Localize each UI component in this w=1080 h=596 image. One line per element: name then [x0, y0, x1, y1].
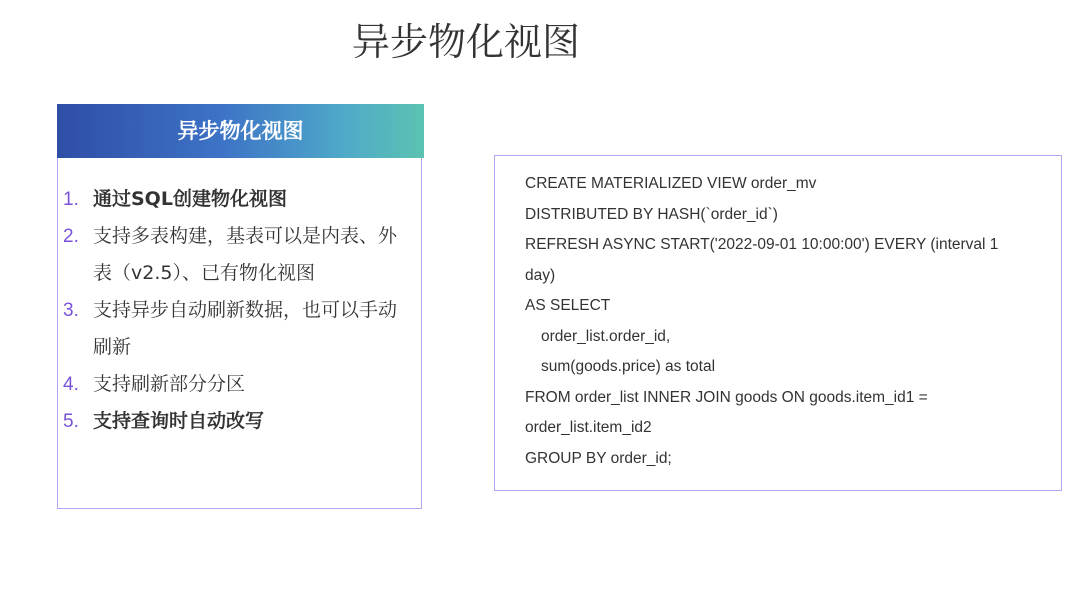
code-line: order_list.item_id2	[525, 419, 652, 436]
code-line: CREATE MATERIALIZED VIEW order_mv	[525, 175, 817, 192]
feature-text: 支持刷新部分分区	[93, 373, 246, 395]
feature-text: 支持查询时自动改写	[93, 410, 265, 432]
feature-item-5	[58, 403, 420, 440]
feature-text: 支持多表构建，基表可以是内表、外表（v2.5）、已有物化视图	[93, 225, 398, 284]
feature-item-2	[58, 218, 420, 292]
code-line: DISTRIBUTED BY HASH(`order_id`)	[525, 205, 778, 223]
feature-item-3	[58, 292, 420, 366]
feature-item-4	[58, 366, 420, 403]
slide-title: 异步物化视图	[352, 20, 581, 64]
sql-code-block	[494, 155, 1062, 491]
feature-number: 4.	[63, 374, 79, 395]
feature-text: 通过SQL创建物化视图	[93, 188, 287, 210]
feature-panel-header: 异步物化视图	[57, 104, 424, 158]
feature-number: 2.	[63, 226, 79, 247]
code-line: day)	[525, 266, 556, 284]
feature-text: 支持异步自动刷新数据，也可以手动刷新	[93, 299, 398, 358]
feature-number: 1.	[63, 189, 79, 210]
code-line: FROM order_list INNER JOIN goods ON goods.item_id1 =	[525, 388, 928, 406]
feature-number: 5.	[63, 411, 79, 432]
code-line: GROUP BY order_id;	[525, 449, 672, 467]
code-line: order_list.order_id,	[541, 327, 671, 345]
feature-item-1	[58, 181, 420, 218]
feature-number: 3.	[63, 300, 79, 321]
code-line: REFRESH ASYNC START('2022-09-01 10:00:00') EVERY (interval 1	[525, 236, 999, 253]
code-line: sum(goods.price) as total	[541, 358, 716, 375]
feature-list	[58, 181, 420, 440]
code-line: AS SELECT	[525, 297, 611, 314]
feature-panel	[57, 104, 422, 509]
